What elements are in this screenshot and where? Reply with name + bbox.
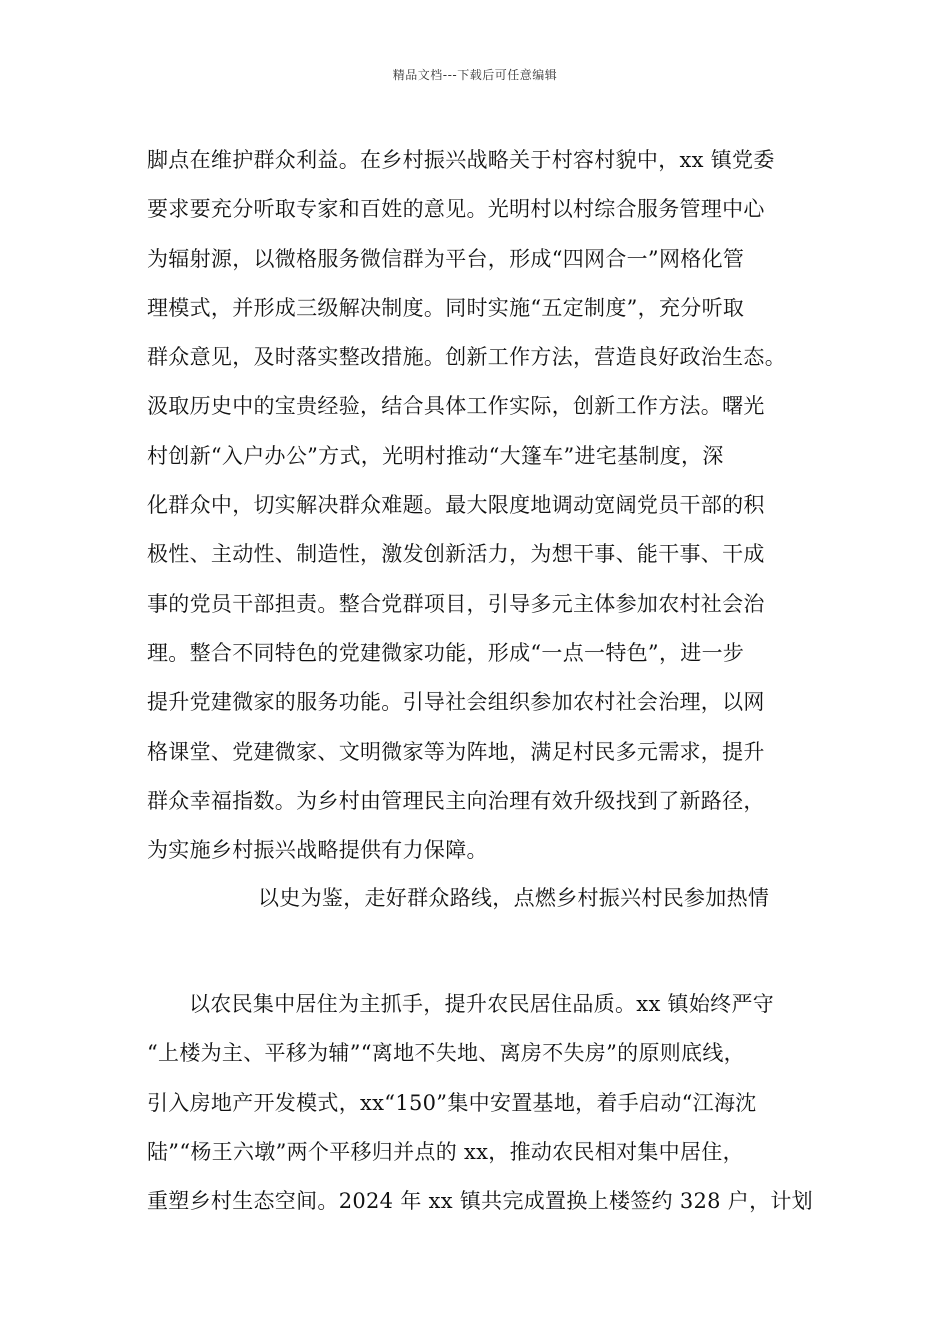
paragraph-line: 要求要充分听取专家和百姓的意见。光明村以村综合服务管理中心 xyxy=(147,197,765,222)
page-header: 精品文档---下载后可任意编辑 xyxy=(392,68,558,82)
paragraph-line: 为实施乡村振兴战略提供有力保障。 xyxy=(147,838,488,863)
paragraph-line: 村创新“入户办公”方式，光明村推动“大篷车”进宅基制度，深 xyxy=(147,443,724,468)
paragraph-line: 理模式，并形成三级解决制度。同时实施“五定制度”，充分听取 xyxy=(147,295,745,320)
paragraph-line: 陆”“杨王六墩”两个平移归并点的 xx，推动农民相对集中居住， xyxy=(147,1139,744,1164)
paragraph-line: 群众意见，及时落实整改措施。创新工作方法，营造良好政治生态。 xyxy=(147,345,786,370)
paragraph-line: 事的党员干部担责。整合党群项目，引导多元主体参加农村社会治 xyxy=(147,591,765,616)
paragraph-1 xyxy=(147,136,817,875)
paragraph-2 xyxy=(147,980,827,1226)
paragraph-line: 为辐射源，以微格服务微信群为平台，形成“四网合一”网格化管 xyxy=(147,246,745,271)
paragraph-line: “上楼为主、平移为辅”“离地不失地、离房不失房”的原则底线， xyxy=(147,1041,745,1066)
paragraph-line: 提升党建微家的服务功能。引导社会组织参加农村社会治理，以网 xyxy=(147,690,765,715)
paragraph-line: 化群众中，切实解决群众难题。最大限度地调动宽阔党员干部的积 xyxy=(147,493,765,518)
paragraph-line: 汲取历史中的宝贵经验，结合具体工作实际，创新工作方法。曙光 xyxy=(147,394,765,419)
paragraph-line: 引入房地产开发模式，xx“150”集中安置基地，着手启动“江海沈 xyxy=(147,1090,757,1115)
paragraph-line: 格课堂、党建微家、文明微家等为阵地，满足村民多元需求，提升 xyxy=(147,739,765,764)
paragraph-line: 群众幸福指数。为乡村由管理民主向治理有效升级找到了新路径， xyxy=(147,788,765,813)
paragraph-line: 重塑乡村生态空间。2024 年 xx 镇共完成置换上楼签约 328 户，计划 xyxy=(147,1189,813,1214)
paragraph-line: 极性、主动性、制造性，激发创新活力，为想干事、能干事、干成 xyxy=(147,542,765,567)
paragraph-line: 脚点在维护群众利益。在乡村振兴战略关于村容村貌中，xx 镇党委 xyxy=(147,148,775,172)
paragraph-line: 理。整合不同特色的党建微家功能，形成“一点一特色”，进一步 xyxy=(147,640,745,665)
section-heading: 以史为鉴，走好群众路线，点燃乡村振兴村民参加热情 xyxy=(258,886,770,910)
paragraph-line: 以农民集中居住为主抓手，提升农民居住品质。xx 镇始终严守 xyxy=(189,992,775,1016)
